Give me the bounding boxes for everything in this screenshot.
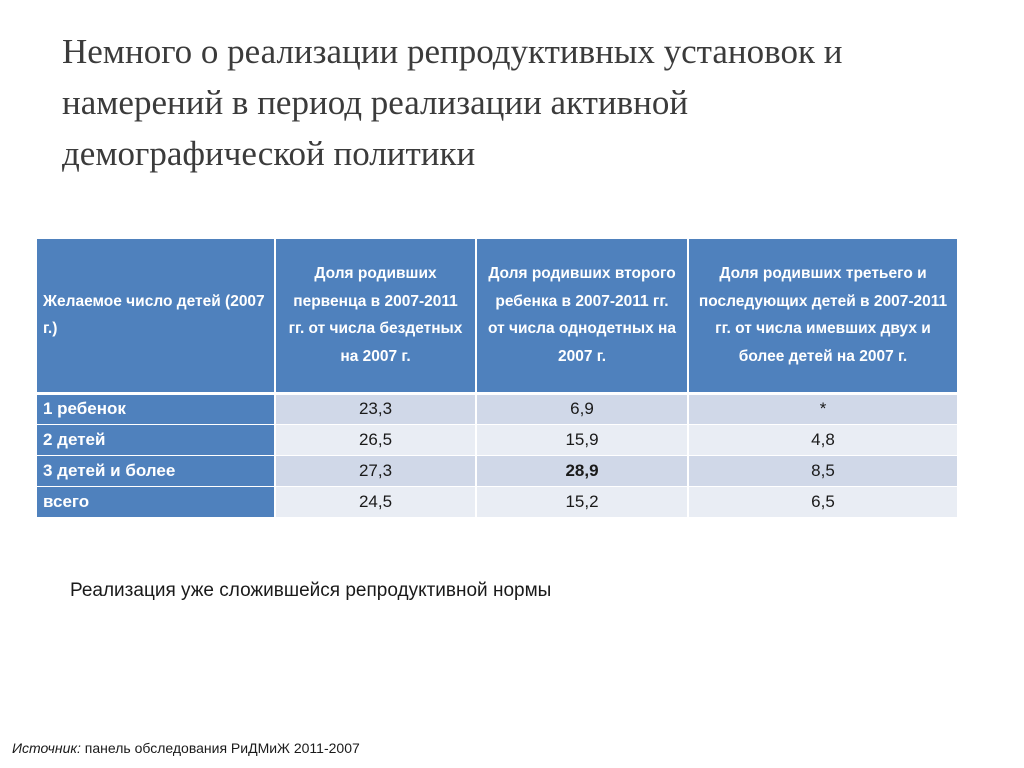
table-cell: * <box>688 393 957 424</box>
table-row <box>37 424 957 455</box>
table-cell-emphasized: 28,9 <box>476 455 688 486</box>
row-label: 2 детей <box>37 424 275 455</box>
table-header-row <box>37 239 957 393</box>
row-label: 3 детей и более <box>37 455 275 486</box>
table-cell: 27,3 <box>275 455 476 486</box>
table-cell: 15,9 <box>476 424 688 455</box>
header-desired-children: Желаемое число детей (2007 г.) <box>37 239 275 393</box>
table-row <box>37 455 957 486</box>
table-cell: 4,8 <box>688 424 957 455</box>
title-line-1: Немного о реализации репродуктивных установок и <box>62 32 843 71</box>
fertility-table <box>37 239 957 518</box>
table-cell: 6,9 <box>476 393 688 424</box>
table-cell: 6,5 <box>688 486 957 517</box>
table-row <box>37 393 957 424</box>
table-cell: 26,5 <box>275 424 476 455</box>
title-line-2: намерений в период реализации активной <box>62 83 689 122</box>
header-second-birth-share: Доля родивших второго ребенка в 2007-2011 гг. от числа однодетных на 2007 г. <box>476 239 688 393</box>
row-label: всего <box>37 486 275 517</box>
header-first-birth-share: Доля родивших первенца в 2007-2011 гг. от числа бездетных на 2007 г. <box>275 239 476 393</box>
title-line-3: демографической политики <box>62 134 476 173</box>
table-row <box>37 486 957 517</box>
header-third-birth-share: Доля родивших третьего и последующих детей в 2007-2011 гг. от числа имевших двух и более детей на 2007 г. <box>688 239 957 393</box>
table-cell: 23,3 <box>275 393 476 424</box>
source-text: панель обследования РиДМиЖ 2011-2007 <box>80 740 360 756</box>
table-cell: 8,5 <box>688 455 957 486</box>
source-label: Источник: <box>12 740 81 756</box>
table-cell: 15,2 <box>476 486 688 517</box>
table-cell: 24,5 <box>275 486 476 517</box>
slide-caption: Реализация уже сложившейся репродуктивной нормы <box>70 580 552 601</box>
row-label: 1 ребенок <box>37 393 275 424</box>
slide-title <box>62 26 962 179</box>
source-note <box>12 740 360 756</box>
